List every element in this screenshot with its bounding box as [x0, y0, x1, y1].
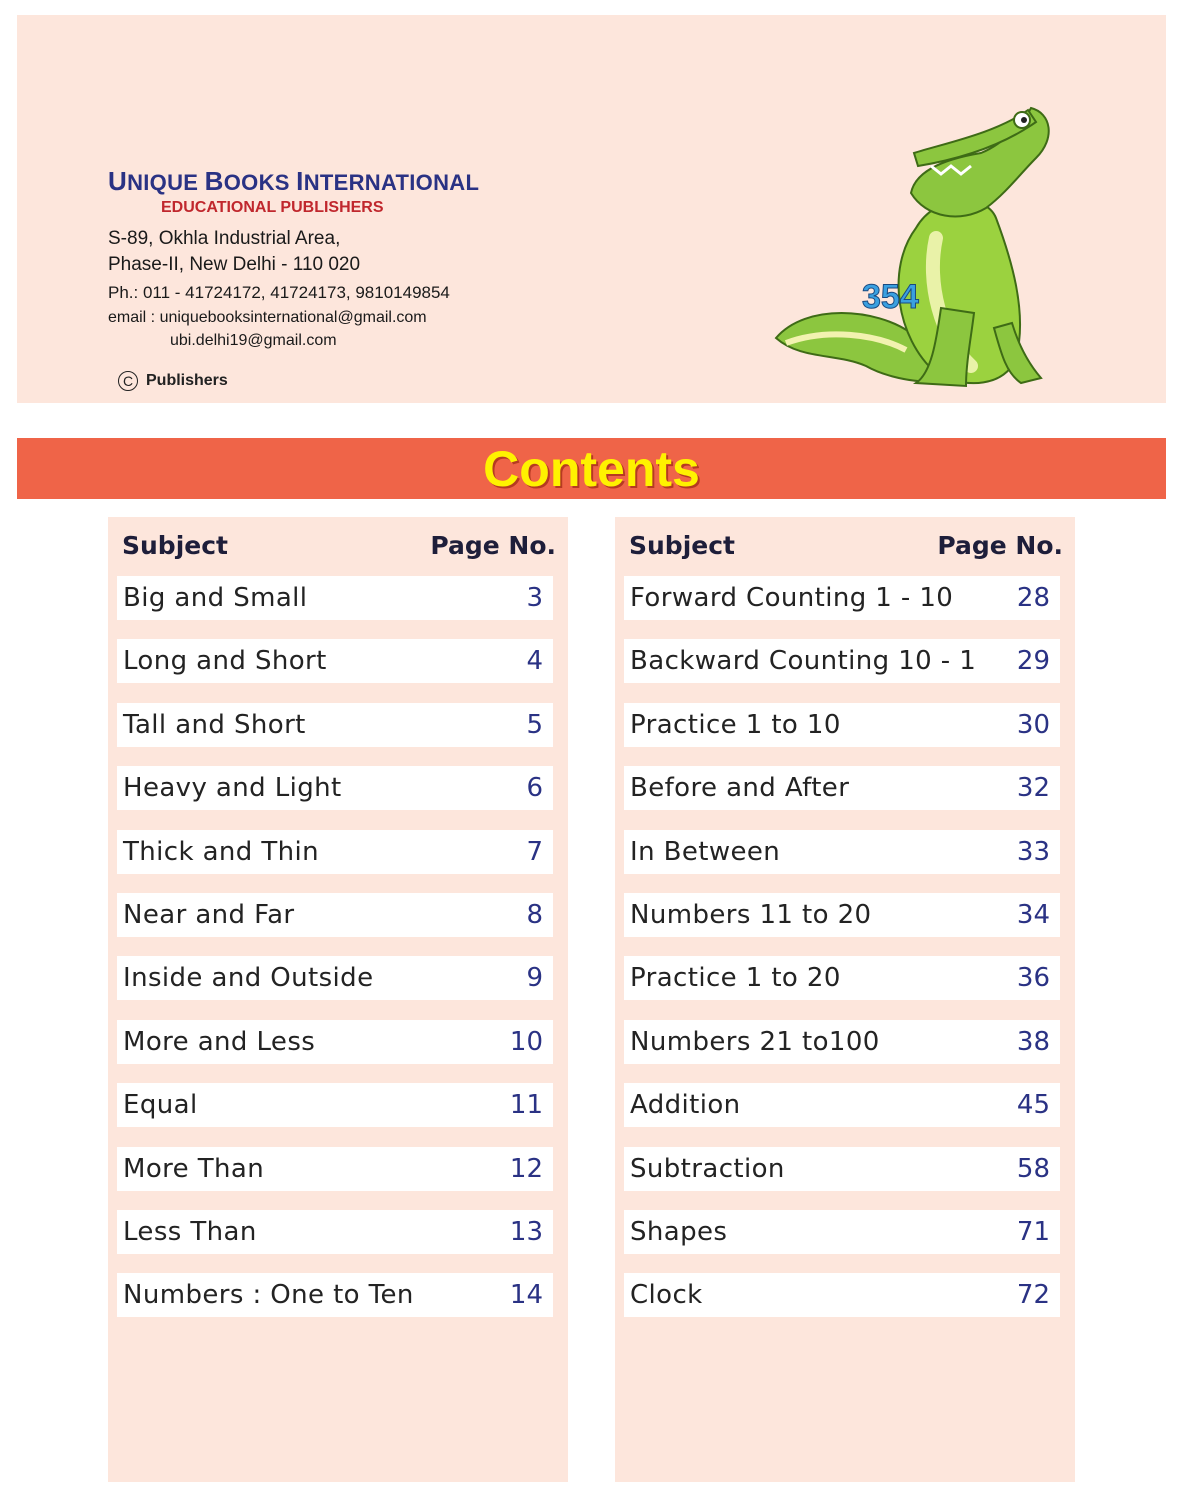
contents-row [624, 1147, 1060, 1191]
page-number: 36 [1016, 963, 1050, 994]
email-primary: email : uniquebooksinternational@gmail.com [108, 309, 427, 326]
column-header [122, 531, 556, 560]
subject-name: Equal [123, 1090, 198, 1121]
publisher-subtitle: EDUCATIONAL PUBLISHERS [161, 199, 384, 216]
subject-name: Before and After [630, 773, 850, 804]
page-number: 12 [509, 1153, 543, 1184]
address-line-2: Phase-II, New Delhi - 110 020 [108, 254, 361, 275]
page-number: 38 [1016, 1026, 1050, 1057]
contents-row [117, 639, 553, 683]
contents-column-right [615, 517, 1075, 1482]
phone-numbers: Ph.: 011 - 41724172, 41724173, 9810149854 [108, 283, 450, 302]
page-number: 32 [1016, 773, 1050, 804]
page-number: 4 [526, 646, 543, 677]
page-no-header: Page No. [937, 531, 1063, 560]
subject-name: Addition [630, 1090, 741, 1121]
copyright-notice [118, 371, 228, 391]
page-number: 29 [1016, 646, 1050, 677]
contents-column-left [108, 517, 568, 1482]
subject-name: Inside and Outside [123, 963, 374, 994]
subject-name: Clock [630, 1280, 703, 1311]
contents-row [117, 830, 553, 874]
subject-name: Shapes [630, 1217, 728, 1247]
contents-row [117, 893, 553, 937]
copyright-label: Publishers [146, 372, 228, 389]
contents-row [117, 766, 553, 810]
page-no-header: Page No. [430, 531, 556, 560]
page-number: 5 [526, 709, 543, 740]
subject-name: Subtraction [630, 1153, 785, 1184]
number-badge: 354 [862, 278, 919, 316]
subject-name: Forward Counting 1 - 10 [630, 583, 954, 613]
contents-row [117, 1020, 553, 1064]
page-number: 9 [526, 963, 543, 994]
page-number: 33 [1016, 836, 1050, 867]
contents-row [624, 703, 1060, 747]
subject-name: In Between [630, 836, 781, 867]
publisher-name-initial: B [204, 166, 224, 196]
page-number: 10 [509, 1026, 543, 1057]
contents-row [624, 639, 1060, 683]
publisher-name-initial: U [108, 166, 128, 196]
subject-name: Tall and Short [123, 709, 306, 740]
contents-row [624, 1273, 1060, 1317]
page-number: 72 [1016, 1280, 1050, 1311]
contents-title: Contents [483, 440, 700, 497]
contents-row [624, 1210, 1060, 1254]
contents-row [624, 1083, 1060, 1127]
subject-name: Less Than [123, 1217, 257, 1247]
page-number: 30 [1016, 709, 1050, 740]
page-number: 71 [1016, 1217, 1050, 1247]
page-number: 14 [509, 1280, 543, 1311]
page-number: 34 [1016, 900, 1050, 930]
subject-name: More and Less [123, 1026, 316, 1057]
contents-row [117, 703, 553, 747]
subject-name: Numbers 11 to 20 [630, 900, 872, 930]
contents-row [624, 576, 1060, 620]
subject-name: Long and Short [123, 646, 327, 677]
contents-row [624, 893, 1060, 937]
page-number: 45 [1016, 1090, 1050, 1121]
copyright-icon: C [118, 371, 138, 391]
contents-row [117, 956, 553, 1000]
subject-name: Thick and Thin [123, 836, 320, 867]
contents-row [624, 956, 1060, 1000]
publisher-name [108, 166, 479, 197]
contents-row [624, 766, 1060, 810]
subject-name: Numbers 21 to100 [630, 1026, 880, 1057]
contents-banner [17, 438, 1166, 499]
address-line-1: S-89, Okhla Industrial Area, [108, 228, 341, 249]
page-number: 7 [526, 836, 543, 867]
subject-name: Practice 1 to 20 [630, 963, 841, 994]
contents-row [117, 1273, 553, 1317]
subject-name: More Than [123, 1153, 265, 1184]
page-number: 11 [509, 1090, 543, 1121]
page-number: 6 [526, 773, 543, 804]
contents-row [117, 1147, 553, 1191]
contents-row [117, 1210, 553, 1254]
page-number: 28 [1016, 583, 1050, 613]
crocodile-icon [766, 98, 1056, 398]
subject-name: Big and Small [123, 583, 308, 613]
subject-name: Heavy and Light [123, 773, 342, 804]
contents-row [117, 576, 553, 620]
subject-name: Numbers : One to Ten [123, 1280, 414, 1311]
publisher-name-part: OOKS [223, 170, 297, 195]
publisher-name-part: NTERNATIONAL [303, 170, 480, 195]
column-header [629, 531, 1063, 560]
page-number: 13 [509, 1217, 543, 1247]
publisher-name-part: NIQUE [127, 170, 205, 195]
subject-header: Subject [122, 531, 228, 560]
contents-row [624, 830, 1060, 874]
page-number: 3 [526, 583, 543, 613]
page-number: 8 [526, 900, 543, 930]
page-number: 58 [1016, 1153, 1050, 1184]
contents-row [117, 1083, 553, 1127]
subject-name: Near and Far [123, 900, 295, 930]
subject-name: Practice 1 to 10 [630, 709, 841, 740]
publisher-name-initial: I [296, 166, 304, 196]
email-secondary: ubi.delhi19@gmail.com [170, 332, 337, 349]
contents-row [624, 1020, 1060, 1064]
subject-name: Backward Counting 10 - 1 [630, 646, 977, 677]
subject-header: Subject [629, 531, 735, 560]
